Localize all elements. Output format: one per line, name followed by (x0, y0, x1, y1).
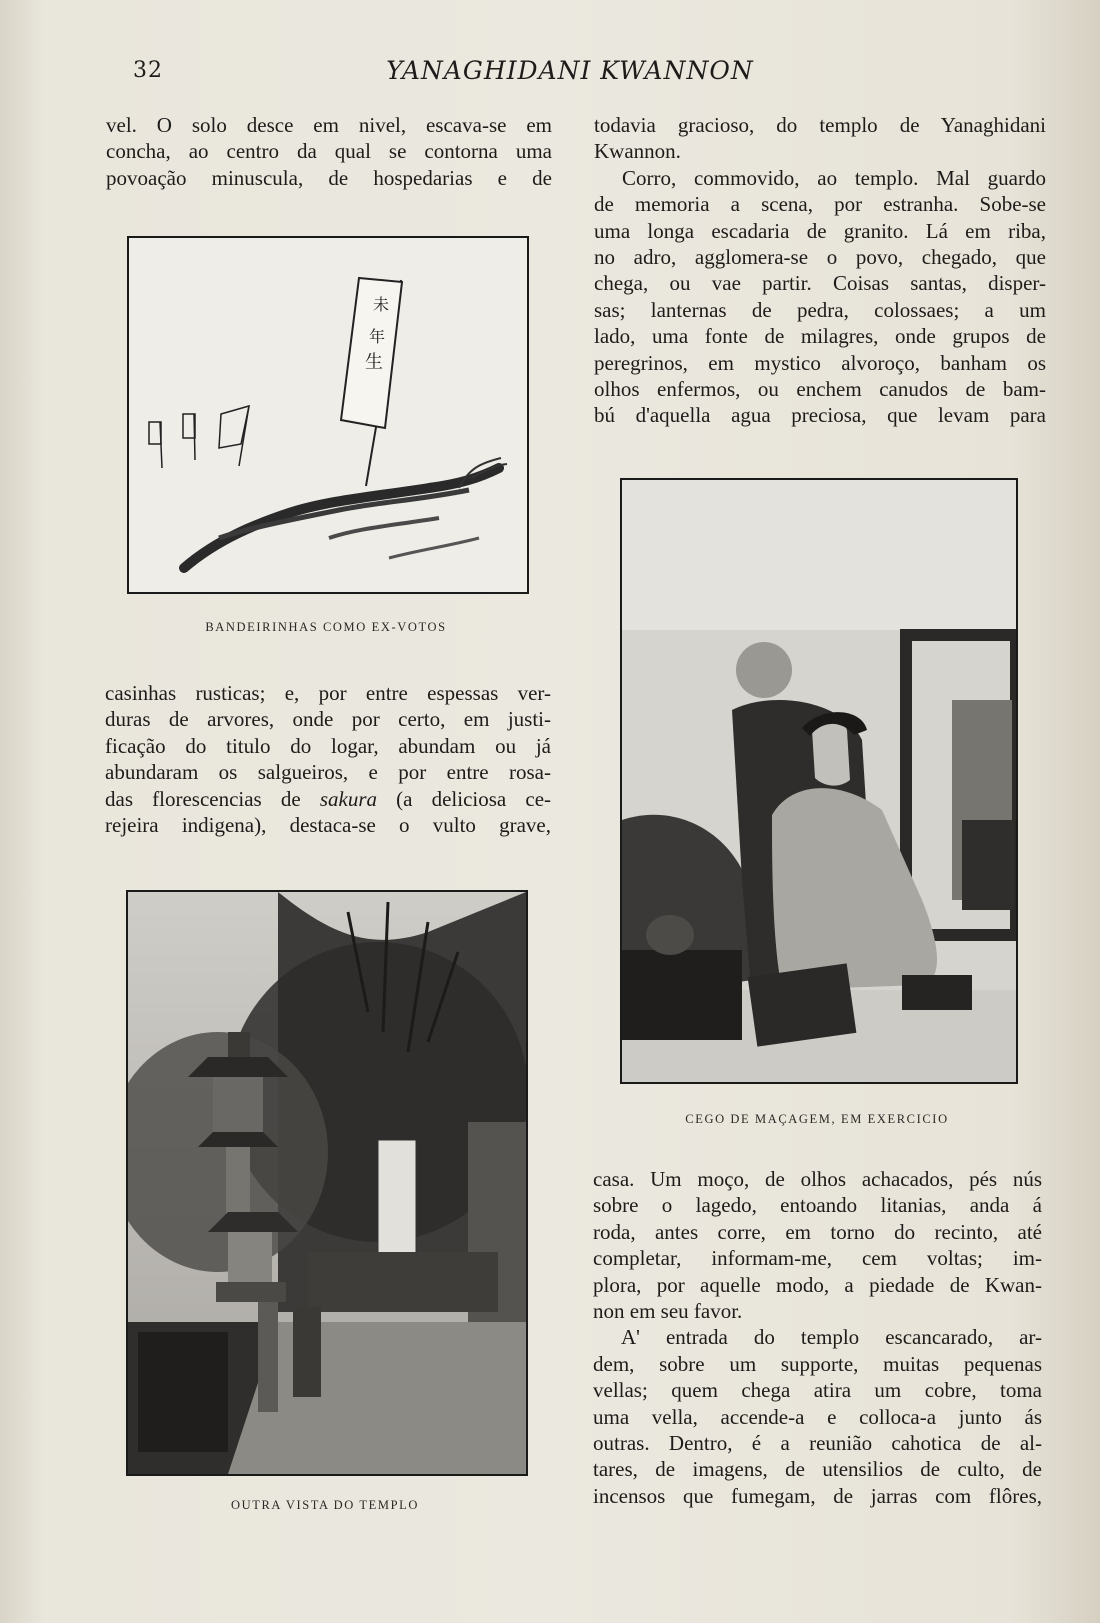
text-line: dem, sobre um supporte, muitas pequenas (593, 1351, 1042, 1376)
running-title: YANAGHIDANI KWANNON (386, 56, 754, 85)
text-line: uma vella, accende-a e colloca-a junto ás (593, 1404, 1042, 1429)
page-number: 32 (133, 58, 163, 83)
text-fragment: das florescencias de (105, 786, 301, 811)
figure-votive-flags (127, 236, 529, 594)
right-paragraph-1 (594, 112, 1046, 429)
text-line: completar, informam-me, cem voltas; im- (593, 1246, 1042, 1271)
flag-glyph: 生 (365, 352, 383, 373)
text-line: sas; lanternas de pedra, colossaes; a um (594, 297, 1046, 322)
text-line: chega, ou vae partir. Coisas santas, disper- (594, 271, 1046, 296)
text-line: duras de arvores, onde por certo, em justi- (105, 707, 551, 732)
figure-caption: BANDEIRINHAS COMO EX-VOTOS (205, 620, 447, 634)
left-paragraph-1 (106, 112, 552, 191)
blind-masseur-photo (622, 480, 1016, 1082)
temple-photo (128, 892, 526, 1474)
text-line: outras. Dentro, é a reunião cahotica de al- (593, 1431, 1042, 1456)
text-line: casa. Um moço, de olhos achacados, pés nús (593, 1167, 1042, 1191)
text-line: bú d'aquella agua preciosa, que levam para (594, 403, 1046, 428)
text-line: uma longa escadaria de granito. Lá em riba, (594, 218, 1046, 243)
text-line: A' entrada do templo escancarado, ar- (621, 1325, 1042, 1350)
text-line: todavia gracioso, do templo de Yanaghidani (594, 113, 1046, 137)
text-line: tares, de imagens, de utensilios de culto, de (593, 1457, 1042, 1482)
text-line: sobre o lagedo, entoando litanias, anda á (593, 1193, 1042, 1218)
text-line: olhos enfermos, ou enchem canudos de bam- (594, 377, 1046, 402)
text-fragment: (a deliciosa ce- (396, 786, 552, 811)
text-line: incensos que fumegam, de jarras com flôres, (593, 1483, 1042, 1508)
flag-glyph: 未 (373, 295, 390, 314)
votive-flags-drawing (129, 238, 527, 592)
text-line-with-italic (105, 786, 551, 812)
text-line: de memoria a scena, por estranha. Sobe-se (594, 192, 1046, 217)
text-line: peregrinos, em mystico alvoroço, banham os (594, 350, 1046, 375)
text-line: casinhas rusticas; e, por entre espessas ver- (105, 681, 551, 705)
text-line: non em seu favor. (593, 1299, 743, 1324)
text-line: Corro, commovido, ao templo. Mal guardo (622, 165, 1046, 190)
figure-caption: OUTRA VISTA DO TEMPLO (230, 1498, 420, 1512)
text-line: vellas; quem chega atira um cobre, toma (593, 1378, 1042, 1403)
text-line: plora, por aquelle modo, a piedade de Kwan- (593, 1272, 1042, 1297)
text-line: ficação do titulo do logar, abundam ou já (105, 733, 551, 758)
flag-glyph: 年 (369, 327, 386, 346)
text-line: concha, ao centro da qual se contorna uma (106, 139, 552, 164)
text-line: abundaram os salgueiros, e por entre rosa- (105, 760, 551, 785)
figure-blind-masseur (620, 478, 1018, 1084)
left-paragraph-2 (105, 680, 551, 838)
figure-temple-view (126, 890, 528, 1476)
right-paragraph-3 (593, 1166, 1042, 1509)
text-line: roda, antes corre, em torno do recinto, até (593, 1219, 1042, 1244)
text-line: vel. O solo desce em nivel, escava-se em (106, 113, 552, 137)
text-line: Kwannon. (594, 139, 681, 164)
text-line: lado, uma fonte de milagres, onde grupos de (594, 324, 1046, 349)
text-line: povoação minuscula, de hospedarias e de (106, 165, 552, 190)
text-line: rejeira indigena), destaca-se o vulto grave, (105, 813, 551, 838)
figure-caption: CEGO DE MAÇAGEM, EM EXERCICIO (685, 1112, 949, 1126)
italic-term: sakura (319, 786, 378, 811)
text-line: no adro, agglomera-se o povo, chegado, que (594, 245, 1046, 270)
